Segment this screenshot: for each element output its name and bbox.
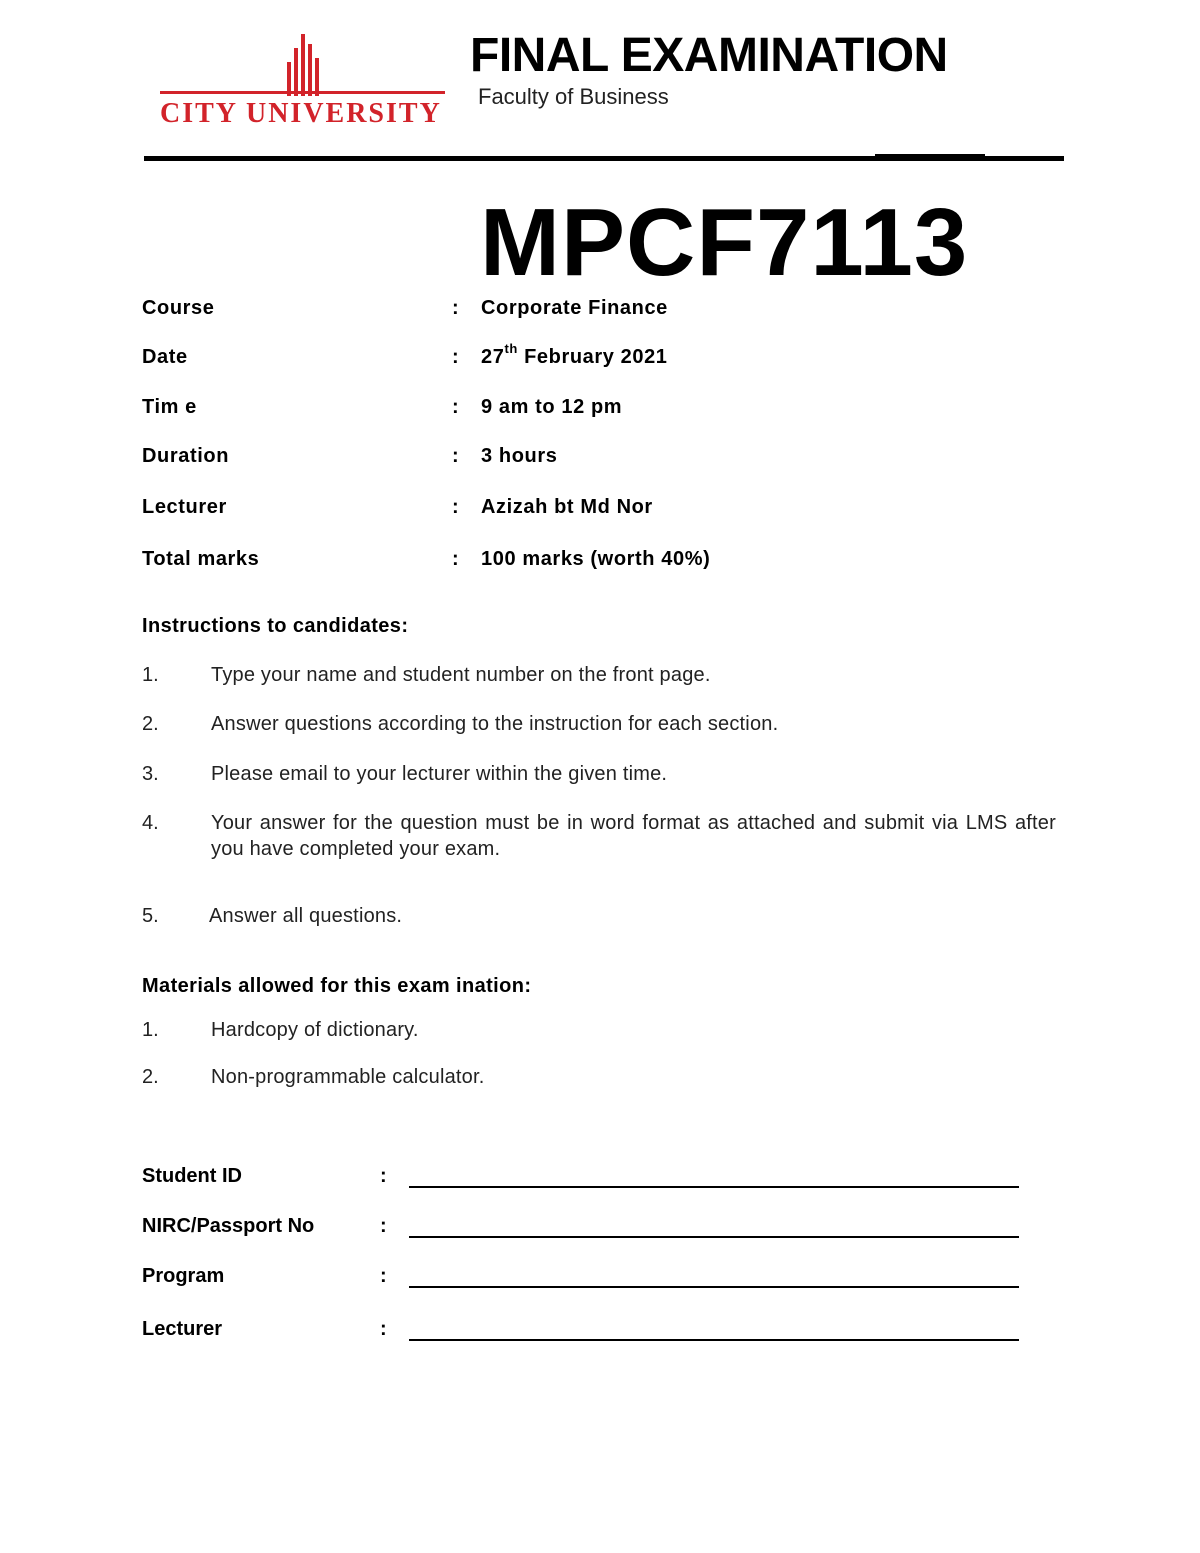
header-divider <box>144 156 1064 161</box>
passport-field[interactable] <box>409 1236 1019 1238</box>
instruction-text: Answer all questions. <box>209 905 403 927</box>
instruction-text: Your answer for the question must be in word format as attached and submit via LMS after you have completed your exam. <box>211 812 1056 860</box>
student-id-label: Student ID <box>142 1165 242 1187</box>
materials-heading: Materials allowed for this exam ination: <box>142 975 532 997</box>
material-text: Non-programmable calculator. <box>211 1066 485 1088</box>
faculty-subtitle: Faculty of Business <box>478 84 669 109</box>
date-colon: : <box>452 346 460 368</box>
student-lecturer-colon: : <box>380 1318 387 1340</box>
course-code: MPCF7113 <box>480 189 969 296</box>
instruction-text: Please email to your lecturer within the given time. <box>211 763 668 785</box>
course-colon: : <box>452 297 460 319</box>
tower-logo-icon <box>160 34 450 98</box>
instruction-number: 1. <box>142 664 159 686</box>
student-id-colon: : <box>380 1165 387 1187</box>
lecturer-colon: : <box>452 496 460 518</box>
instruction-text: Answer questions according to the instruction for each section. <box>211 713 779 735</box>
university-logo <box>160 34 450 129</box>
instruction-number: 3. <box>142 763 159 785</box>
material-text: Hardcopy of dictionary. <box>211 1019 419 1041</box>
program-colon: : <box>380 1265 387 1287</box>
program-label: Program <box>142 1265 225 1287</box>
student-lecturer-label: Lecturer <box>142 1318 223 1340</box>
date-label: Date <box>142 346 188 368</box>
lecturer-label: Lecturer <box>142 496 227 518</box>
material-number: 2. <box>142 1066 159 1088</box>
instructions-heading: Instructions to candidates: <box>142 615 409 637</box>
date-suffix: th <box>504 341 518 357</box>
date-rest: February 2021 <box>517 346 668 368</box>
time-value: 9 am to 12 pm <box>481 396 623 418</box>
course-value: Corporate Finance <box>481 297 668 319</box>
total-marks-colon: : <box>452 548 460 570</box>
course-label: Course <box>142 297 215 319</box>
duration-value: 3 hours <box>481 445 558 467</box>
lecturer-value: Azizah bt Md Nor <box>481 496 653 518</box>
material-number: 1. <box>142 1019 159 1041</box>
date-value <box>481 341 668 369</box>
program-field[interactable] <box>409 1286 1019 1288</box>
passport-label: NIRC/Passport No <box>142 1215 315 1237</box>
student-id-field[interactable] <box>409 1186 1019 1188</box>
total-marks-value: 100 marks (worth 40%) <box>481 548 711 570</box>
duration-label: Duration <box>142 445 230 467</box>
duration-colon: : <box>452 445 460 467</box>
date-day: 27 <box>481 346 505 368</box>
total-marks-label: Total marks <box>142 548 260 570</box>
time-label: Tim e <box>142 396 197 418</box>
instruction-text: Type your name and student number on the front page. <box>211 664 711 686</box>
instruction-number: 2. <box>142 713 159 735</box>
instruction-number: 5. <box>142 905 159 927</box>
logo-text: CITY UNIVERSITY <box>160 98 442 129</box>
passport-colon: : <box>380 1215 387 1237</box>
student-lecturer-field[interactable] <box>409 1339 1019 1341</box>
instruction-number: 4. <box>142 812 159 834</box>
exam-title: FINAL EXAMINATION <box>470 29 948 82</box>
time-colon: : <box>452 396 460 418</box>
